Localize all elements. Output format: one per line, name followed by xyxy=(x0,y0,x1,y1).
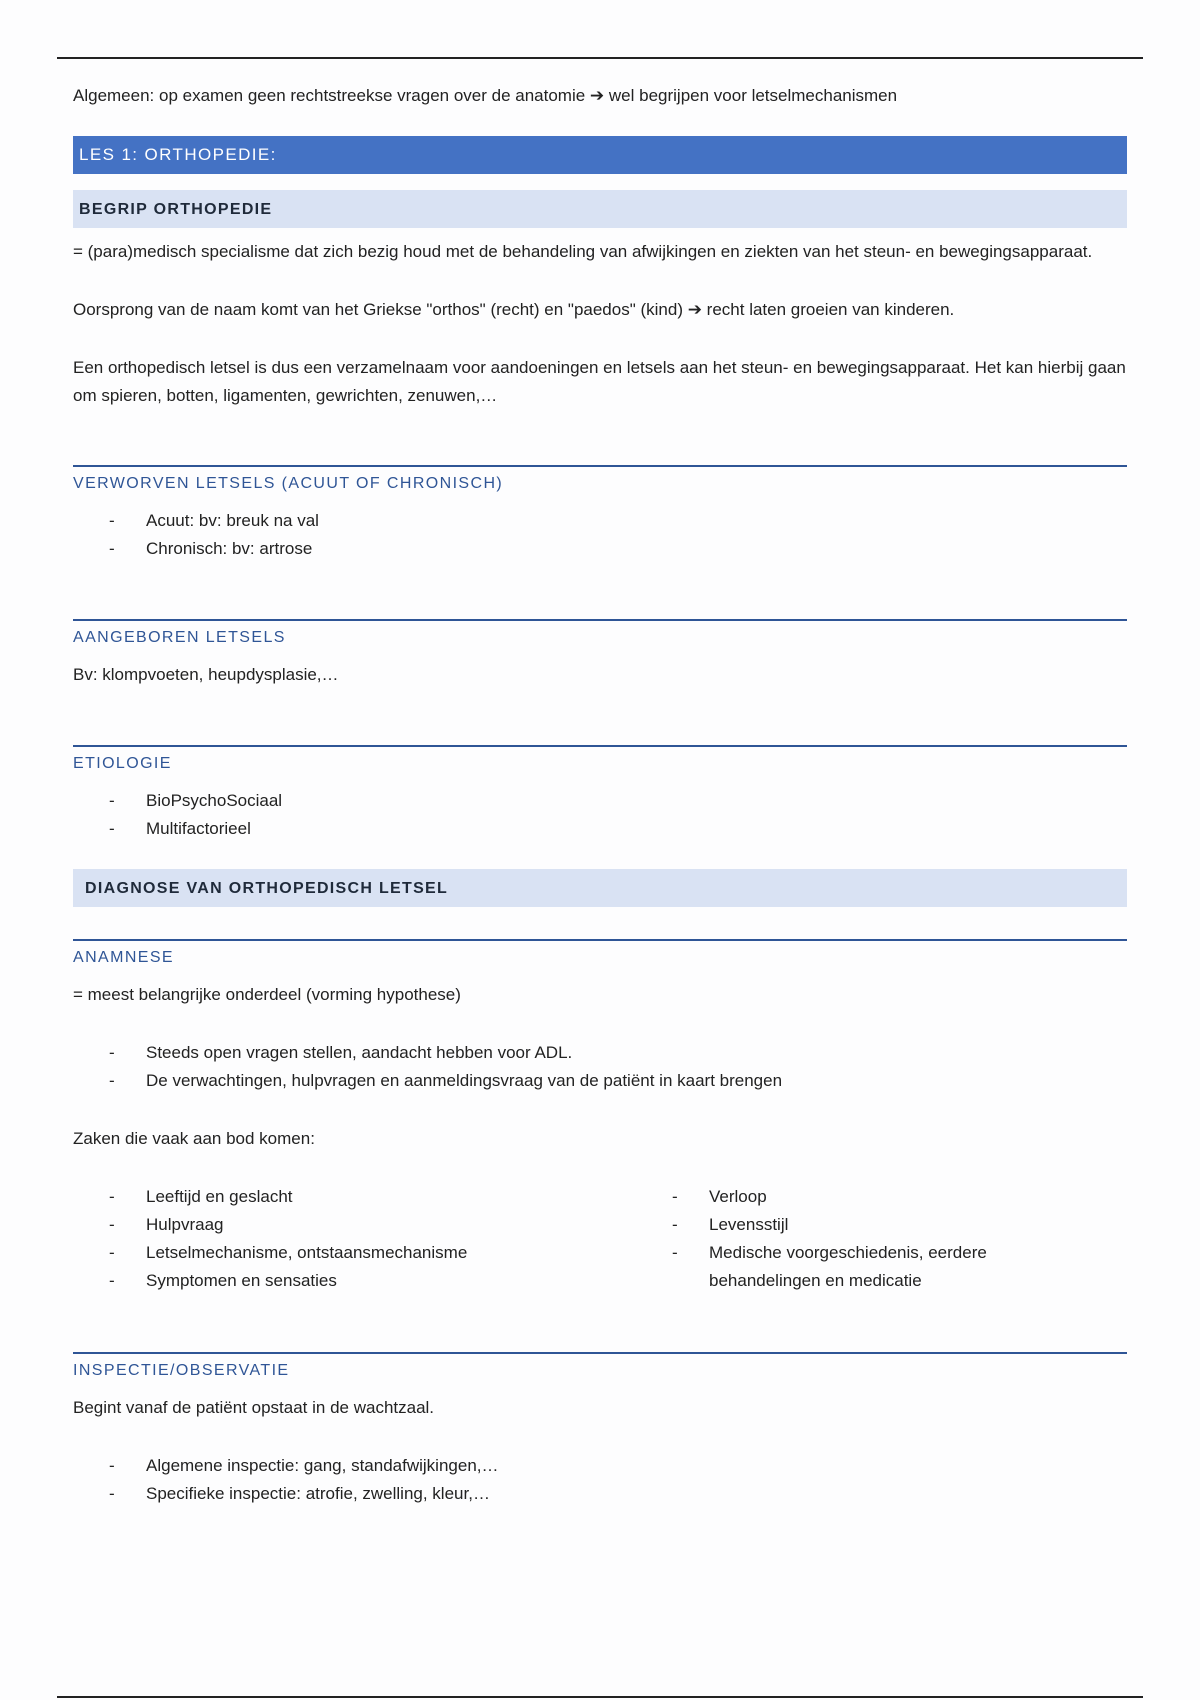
inspectie-list xyxy=(73,1452,1127,1508)
header-rule xyxy=(57,57,1143,59)
heading-anamnese: ANAMNESE xyxy=(73,939,1127,972)
anamnese-text: = meest belangrijke onderdeel (vorming hypothese) xyxy=(73,985,461,1004)
definition-text: = (para)medisch specialisme dat zich bezig houd met de behandeling van afwijkingen en ziekten van het steun- en bewegingsapparaat. xyxy=(73,242,1093,261)
anamnese-right-list xyxy=(636,1183,1096,1295)
list-item: - Algemene inspectie: gang, standafwijkingen,… xyxy=(73,1452,1127,1480)
list-item: - BioPsychoSociaal xyxy=(73,787,1127,815)
list-item: - Medische voorgeschiedenis, eerdere behandelingen en medicatie xyxy=(636,1239,1096,1295)
list-item: - Steeds open vragen stellen, aandacht hebben voor ADL. xyxy=(73,1039,1127,1067)
list-item: - De verwachtingen, hulpvragen en aanmeldingsvraag van de patiënt in kaart brengen xyxy=(73,1067,1127,1095)
heading-etiologie: ETIOLOGIE xyxy=(73,745,1127,778)
chapter-heading: LES 1: ORTHOPEDIE: xyxy=(73,136,1127,174)
list-item: - Chronisch: bv: artrose xyxy=(73,535,1127,563)
anamnese-left-list xyxy=(73,1183,636,1295)
letsel-text: Een orthopedisch letsel is dus een verzamelnaam voor aandoeningen en letsels aan het steun- en bewegingsapparaat. Het kan hierbij gaan om spieren, botten, ligamenten, gewrichten, zenuwen,… xyxy=(73,358,1126,405)
heading-inspectie: INSPECTIE/OBSERVATIE xyxy=(73,1352,1127,1385)
anamnese-list xyxy=(73,1039,1127,1095)
anamnese-columns xyxy=(73,1183,1127,1295)
aangeboren-text: Bv: klompvoeten, heupdysplasie,… xyxy=(73,665,339,684)
origin-text: Oorsprong van de naam komt van het Griekse "orthos" (recht) en "paedos" (kind) ➔ recht laten groeien van kinderen. xyxy=(73,300,955,319)
footer-rule xyxy=(57,1696,1143,1698)
list-item: - Letselmechanisme, ontstaansmechanisme xyxy=(73,1239,636,1267)
list-item: - Hulpvraag xyxy=(73,1211,636,1239)
list-item: - Levensstijl xyxy=(636,1211,1096,1239)
list-item: - Symptomen en sensaties xyxy=(73,1267,636,1295)
heading-verworven-letsels: VERWORVEN LETSELS (ACUUT OF CHRONISCH) xyxy=(73,465,1127,498)
inspectie-text: Begint vanaf de patiënt opstaat in de wachtzaal. xyxy=(73,1398,435,1417)
etiologie-list xyxy=(73,787,1127,843)
heading-diagnose: DIAGNOSE VAN ORTHOPEDISCH LETSEL xyxy=(73,869,1127,907)
verworven-list xyxy=(73,507,1127,563)
list-item: - Leeftijd en geslacht xyxy=(73,1183,636,1211)
heading-aangeboren-letsels: AANGEBOREN LETSELS xyxy=(73,619,1127,652)
list-item: - Verloop xyxy=(636,1183,1096,1211)
list-item: - Acuut: bv: breuk na val xyxy=(73,507,1127,535)
document-page xyxy=(73,80,1127,1508)
list-item: - Multifactorieel xyxy=(73,815,1127,843)
heading-begrip-orthopedie: BEGRIP ORTHOPEDIE xyxy=(73,190,1127,228)
zaken-text: Zaken die vaak aan bod komen: xyxy=(73,1129,315,1148)
list-item: - Specifieke inspectie: atrofie, zwelling, kleur,… xyxy=(73,1480,1127,1508)
intro-text: Algemeen: op examen geen rechtstreekse vragen over de anatomie ➔ wel begrijpen voor letselmechanismen xyxy=(73,86,898,105)
